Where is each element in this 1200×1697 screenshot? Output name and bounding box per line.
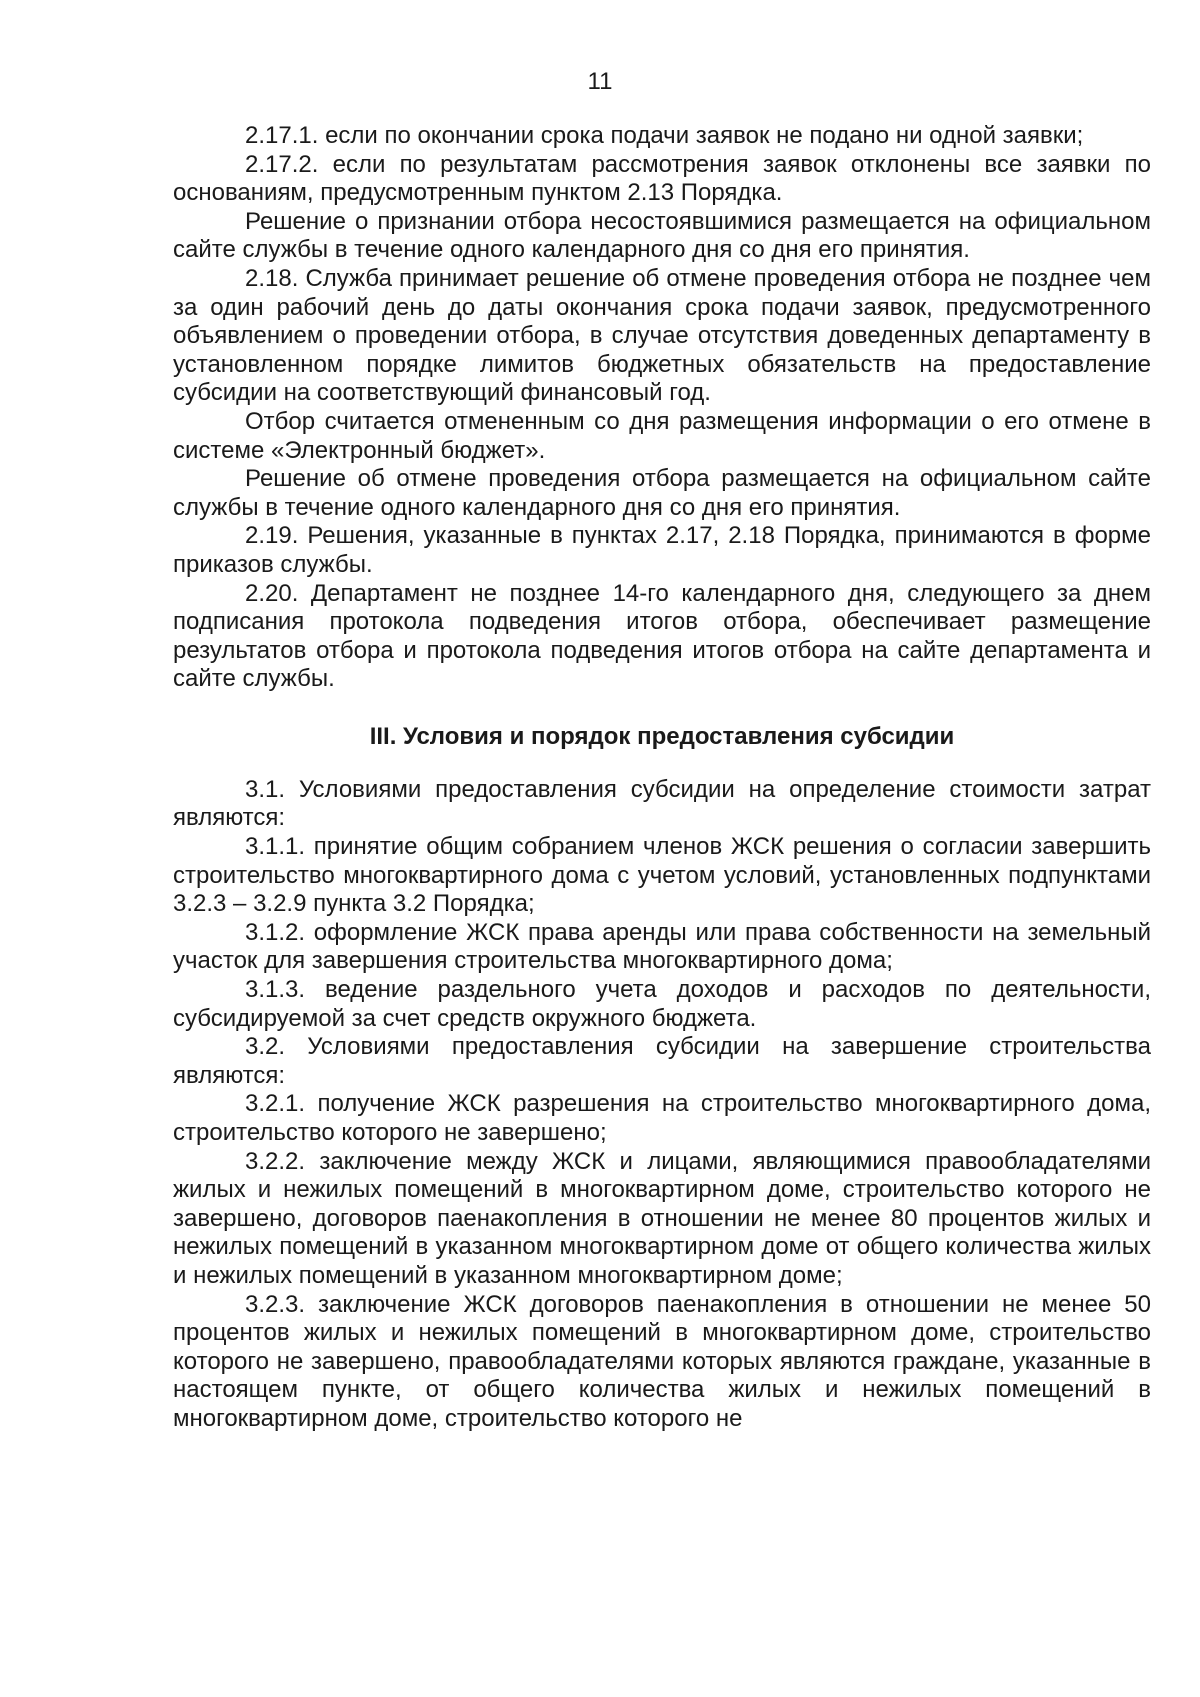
paragraph-2-19: 2.19. Решения, указанные в пунктах 2.17, 2.18 Порядка, принимаются в форме приказов службы. (173, 522, 1151, 578)
paragraph-selection-cancelled: Отбор считается отмененным со дня размещения информации о его отмене в системе «Электронный бюджет». (173, 407, 1151, 464)
section-title: III. Условия и порядок предоставления субсидии (369, 722, 955, 750)
document-body (173, 122, 1151, 1434)
paragraph-3-1-1: 3.1.1. принятие общим собранием членов ЖСК решения о согласии завершить строительство многоквартирного дома с учетом условий, установленных подпунктами 3.2.3 – 3.2.9 пункта 3.2 Порядка; (173, 833, 1151, 918)
paragraph-3-2: 3.2. Условиями предоставления субсидии на завершение строительства являются: (173, 1033, 1151, 1089)
paragraph-cancellation-decision: Решение об отмене проведения отбора размещается на официальном сайте службы в течение одного календарного дня со дня его принятия. (173, 465, 1151, 521)
paragraph-3-2-2: 3.2.2. заключение между ЖСК и лицами, являющимися правообладателями жилых и нежилых помещений в многоквартирном доме, строительство которого не завершено, договоров паенакопления в отношении не менее 80 процентов жилых и нежилых помещений в указанном многоквартирном доме от общего количества жилых и нежилых помещений в указанном многоквартирном доме; (173, 1147, 1151, 1289)
page-number: 11 (587, 68, 613, 95)
paragraph-3-2-3: 3.2.3. заключение ЖСК договоров паенакопления в отношении не менее 50 процентов жилых и нежилых помещений в многоквартирном доме, строительство которого не завершено, правообладателями которых являются граждане, указанные в настоящем пункте, от общего количества жилых и нежилых помещений в многоквартирном доме, строительство которого не (173, 1290, 1151, 1432)
paragraph-3-1: 3.1. Условиями предоставления субсидии на определение стоимости затрат являются: (173, 775, 1151, 832)
paragraph-3-2-1: 3.2.1. получение ЖСК разрешения на строительство многоквартирного дома, строительство которого не завершено; (173, 1090, 1151, 1146)
paragraph-2-17-2: 2.17.2. если по результатам рассмотрения заявок отклонены все заявки по основаниям, предусмотренным пунктом 2.13 Порядка. (173, 150, 1151, 207)
paragraph-decision-failed-selection: Решение о признании отбора несостоявшимися размещается на официальном сайте службы в течение одного календарного дня со дня его принятия. (173, 207, 1151, 264)
paragraph-3-1-2: 3.1.2. оформление ЖСК права аренды или права собственности на земельный участок для завершения строительства многоквартирного дома; (173, 918, 1151, 975)
paragraph-2-20: 2.20. Департамент не позднее 14-го календарного дня, следующего за днем подписания протокола подведения итогов отбора, обеспечивает размещение результатов отбора и протокола подведения итогов отбора на сайте департамента и сайте службы. (173, 579, 1151, 693)
paragraph-3-1-3: 3.1.3. ведение раздельного учета доходов и расходов по деятельности, субсидируемой за счет средств окружного бюджета. (173, 976, 1151, 1032)
paragraph-2-17-1: 2.17.1. если по окончании срока подачи заявок не подано ни одной заявки; (245, 122, 1084, 149)
paragraph-2-18: 2.18. Служба принимает решение об отмене проведения отбора не позднее чем за один рабочий день до даты окончания срока подачи заявок, предусмотренного объявлением о проведении отбора, в случае отсутствия доведенных департаменту в установленном порядке лимитов бюджетных обязательств на предоставление субсидии на соответствующий финансовый год. (173, 264, 1151, 407)
